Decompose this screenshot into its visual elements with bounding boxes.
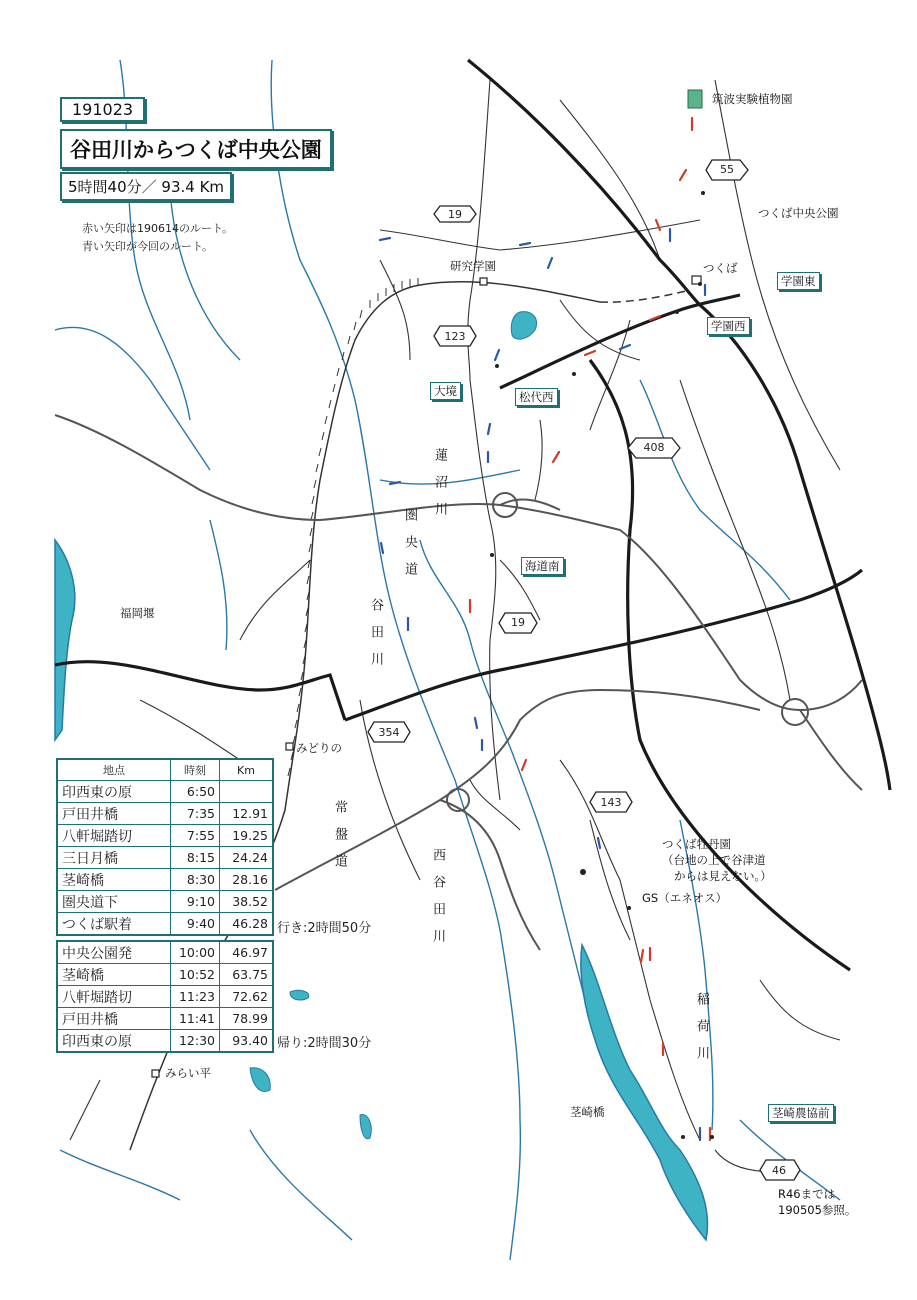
return-summary: 帰り:2時間30分	[277, 1036, 372, 1051]
fukuoka-lake	[55, 540, 75, 740]
route-123-label: 123	[444, 330, 466, 343]
place-cell: 戸田井橋	[57, 1008, 171, 1030]
label-botan-note-1: （台地の上で谷津道	[662, 853, 766, 867]
place-cell: 茎崎橋	[57, 964, 171, 986]
place-cell: 八軒堀踏切	[57, 825, 171, 847]
place-cell: 三日月橋	[57, 847, 171, 869]
km-cell: 12.91	[220, 803, 274, 825]
return-table	[56, 940, 274, 1053]
label-miraidaira: みらい平	[165, 1066, 211, 1080]
table-row	[57, 1030, 273, 1053]
time-cell: 7:35	[171, 803, 220, 825]
label-botan-note-2: からは見えない。）	[674, 869, 772, 883]
park-patch	[688, 90, 702, 108]
table-row	[57, 964, 273, 986]
station-kukizaki-nokyo: 茎崎農協前	[768, 1104, 834, 1122]
time-cell: 7:55	[171, 825, 220, 847]
pond-1	[511, 312, 536, 339]
time-cell: 11:41	[171, 1008, 220, 1030]
header-km: Km	[220, 759, 274, 781]
duration-label: 5時間40分／ 93.4 Km	[60, 172, 232, 201]
table-row	[57, 869, 273, 891]
note-red-arrows: 赤い矢印は190614のルート。	[82, 222, 234, 235]
pond-3	[250, 1068, 270, 1092]
table-row	[57, 825, 273, 847]
km-cell: 63.75	[220, 964, 274, 986]
label-ken-o-expressway: 圏央道	[402, 508, 417, 589]
label-inari-river: 稲荷川	[694, 992, 709, 1073]
label-r46-note-1: R46までは	[778, 1187, 836, 1201]
km-cell: 72.62	[220, 986, 274, 1008]
label-botan-garden: つくば牡丹園	[662, 837, 731, 851]
km-cell: 28.16	[220, 869, 274, 891]
route-19-north-label: 19	[448, 208, 462, 221]
header-time: 時刻	[171, 759, 220, 781]
place-cell: 印西東の原	[57, 1030, 171, 1053]
time-cell: 6:50	[171, 781, 220, 803]
label-botanical-garden: 筑波実験植物園	[712, 92, 793, 106]
place-cell: つくば駅着	[57, 913, 171, 936]
label-hasunuma-river: 蓮沼川	[432, 448, 447, 529]
label-joban-expressway: 常盤道	[332, 800, 347, 881]
km-cell: 46.28	[220, 913, 274, 936]
time-cell: 11:23	[171, 986, 220, 1008]
route-408-label: 408	[643, 441, 665, 454]
route-354-label: 354	[378, 726, 400, 739]
label-midorino: みどりの	[296, 741, 342, 755]
note-blue-arrows: 青い矢印が今回のルート。	[82, 240, 214, 253]
label-gas-station: GS（エネオス）	[642, 891, 728, 905]
km-cell: 38.52	[220, 891, 274, 913]
ushiku-lake	[581, 945, 708, 1240]
route-46-label: 46	[772, 1164, 786, 1177]
date-label: 191023	[60, 97, 145, 122]
table-row	[57, 941, 273, 964]
time-cell: 8:15	[171, 847, 220, 869]
km-cell: 93.40	[220, 1030, 274, 1053]
station-osakai: 大境	[430, 382, 461, 400]
label-central-park: つくば中央公園	[758, 206, 839, 220]
table-row	[57, 891, 273, 913]
time-cell: 10:52	[171, 964, 220, 986]
station-kaido-minami: 海道南	[521, 557, 564, 575]
label-tsukuba: つくば	[703, 261, 738, 275]
pond-4	[360, 1115, 371, 1139]
table-row	[57, 1008, 273, 1030]
place-cell: 八軒堀踏切	[57, 986, 171, 1008]
station-gakuen-higashi: 学園東	[777, 272, 820, 290]
outbound-table	[56, 758, 274, 936]
label-kenkyu-gakuen: 研究学園	[450, 259, 496, 273]
outbound-summary: 行き:2時間50分	[277, 921, 372, 936]
label-yata-river: 谷田川	[368, 598, 383, 679]
route-19-south-label: 19	[511, 616, 525, 629]
time-cell: 8:30	[171, 869, 220, 891]
place-cell: 圏央道下	[57, 891, 171, 913]
place-cell: 戸田井橋	[57, 803, 171, 825]
table-row	[57, 803, 273, 825]
label-fukuoka-weir: 福岡堰	[120, 606, 155, 620]
table-row	[57, 781, 273, 803]
route-143-label: 143	[600, 796, 622, 809]
label-r46-note-2: 190505参照。	[778, 1203, 857, 1217]
place-cell: 中央公園発	[57, 941, 171, 964]
station-matsushiro-nishi: 松代西	[515, 388, 558, 406]
table-header-row	[57, 759, 273, 781]
table-row	[57, 913, 273, 936]
km-cell: 24.24	[220, 847, 274, 869]
time-cell: 9:10	[171, 891, 220, 913]
station-gakuen-nishi: 学園西	[707, 317, 750, 335]
header-place: 地点	[57, 759, 171, 781]
label-nishiyata-river: 西谷田川	[430, 848, 445, 956]
km-cell: 19.25	[220, 825, 274, 847]
table-row	[57, 986, 273, 1008]
table-row	[57, 847, 273, 869]
time-cell: 9:40	[171, 913, 220, 936]
km-cell: 46.97	[220, 941, 274, 964]
km-cell: 78.99	[220, 1008, 274, 1030]
page-title: 谷田川からつくば中央公園	[60, 129, 332, 169]
route-55-label: 55	[720, 163, 734, 176]
time-cell: 10:00	[171, 941, 220, 964]
km-cell	[220, 781, 274, 803]
place-cell: 印西東の原	[57, 781, 171, 803]
label-kukizaki-bridge: 茎崎橋	[570, 1105, 605, 1119]
pond-2	[290, 990, 309, 1000]
place-cell: 茎崎橋	[57, 869, 171, 891]
time-cell: 12:30	[171, 1030, 220, 1053]
